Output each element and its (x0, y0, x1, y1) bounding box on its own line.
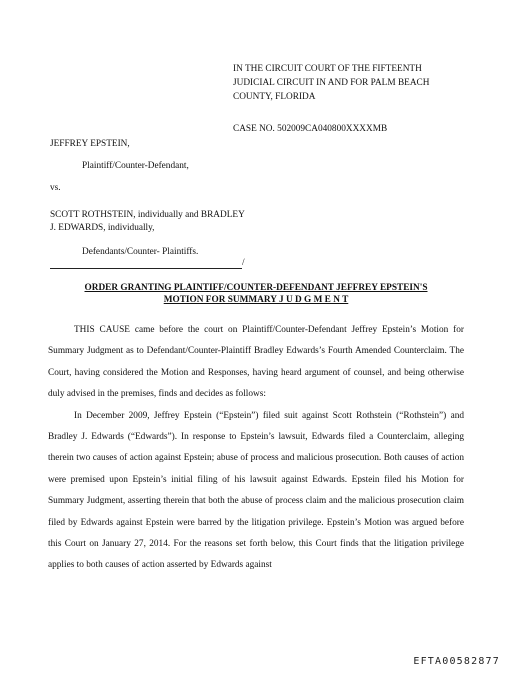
order-title-line-2: MOTION FOR SUMMARY J U D G M E N T (163, 295, 349, 305)
caption-separator-slash: / (242, 258, 245, 268)
order-paragraph-1: THIS CAUSE came before the court on Plaintiff/Counter-Defendant Jeffrey Epstein’s Motion for Summary Judgment as to Defendant/Counter-Plaintiff Bradley Edwards’s Fourth Amended Counterclaim. The Court, having considered the Motion and Responses, having heard argument of counsel, and being otherwise duly advised in the premises, finds and decides as follows: (48, 325, 464, 400)
versus-label: vs. (50, 183, 61, 193)
court-line-2: JUDICIAL CIRCUIT IN AND FOR PALM BEACH (233, 78, 430, 88)
plaintiff-role: Plaintiff/Counter-Defendant, (82, 161, 189, 171)
defendants-line-1: SCOTT ROTHSTEIN, individually and BRADLEY (50, 210, 245, 220)
court-line-3: COUNTY, FLORIDA (233, 92, 316, 102)
order-paragraph-2: In December 2009, Jeffrey Epstein (“Epstein”) filed suit against Scott Rothstein (“Rothstein”) and Bradley J. Edwards (“Edwards”). In response to Epstein’s lawsuit, Edwards filed a Counterclaim, alleging therein two causes of action against Epstein; abuse of process and malicious prosecution. Both causes of action were premised upon Epstein’s initial filing of his lawsuit against Edwards. Epstein filed his Motion for Summary Judgment, asserting therein that both the abuse of process claim and the malicious prosecution claim filed by Edwards against Epstein were barred by the litigation privilege. Epstein’s Motion was argued before this Court on January 27, 2014. For the reasons set forth below, this Court finds that the litigation privilege applies to both causes of action asserted by Edwards against (48, 410, 464, 571)
order-body (48, 320, 464, 577)
defendants-line-2: J. EDWARDS, individually, (50, 223, 155, 233)
bates-number: EFTA00582877 (413, 656, 500, 667)
order-title-line-1: ORDER GRANTING PLAINTIFF/COUNTER-DEFENDANT JEFFREY EPSTEIN'S (84, 283, 428, 293)
plaintiff-name: JEFFREY EPSTEIN, (50, 139, 130, 149)
court-heading (233, 62, 463, 104)
defendants-role: Defendants/Counter- Plaintiffs. (82, 247, 199, 257)
case-number: CASE NO. 502009CA040800XXXXMB (233, 124, 388, 134)
court-line-1: IN THE CIRCUIT COURT OF THE FIFTEENTH (233, 64, 422, 74)
caption-separator-line (50, 259, 242, 269)
